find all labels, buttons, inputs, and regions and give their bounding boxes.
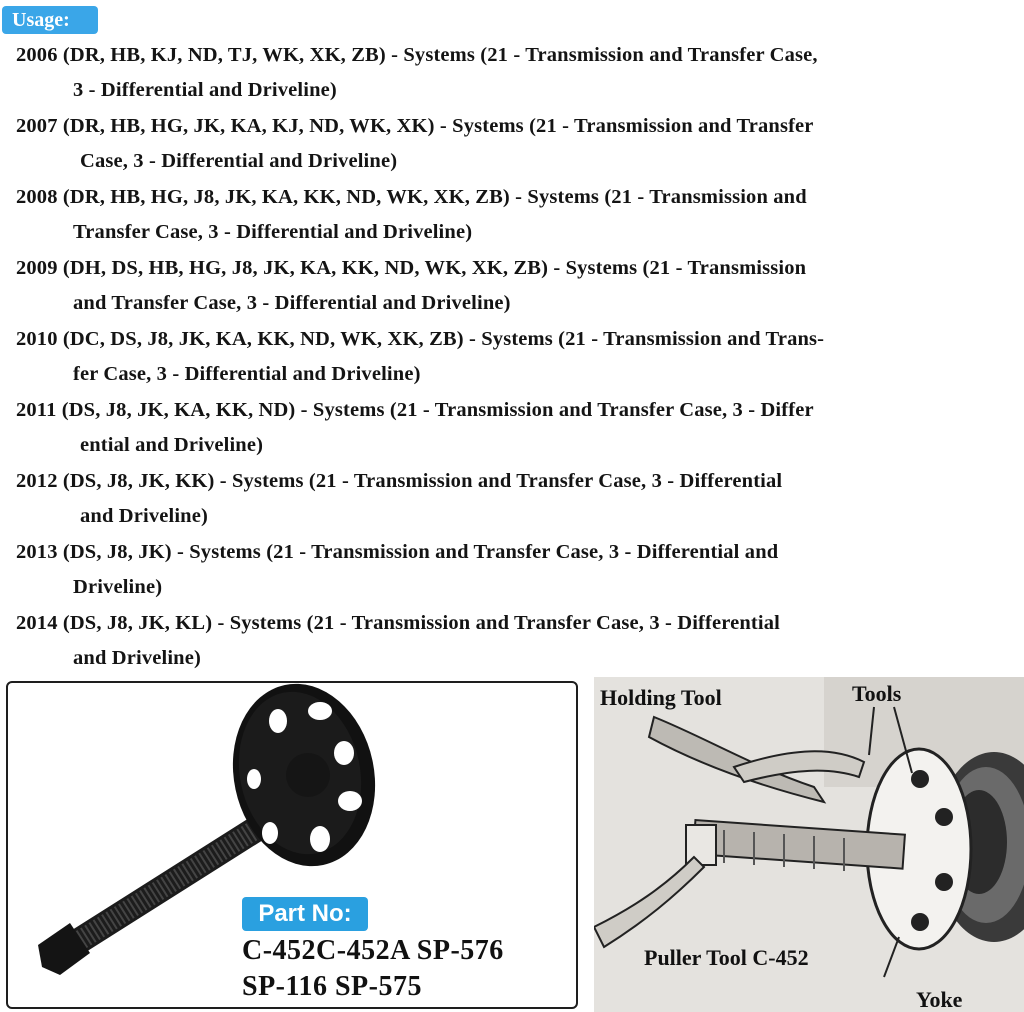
usage-entry-line1: 2006 (DR, HB, KJ, ND, TJ, WK, XK, ZB) - Systems (21 - Transmission and Transfer Case, bbox=[16, 44, 818, 66]
usage-entry-2012 bbox=[16, 464, 1016, 534]
usage-badge: Usage: bbox=[2, 6, 98, 34]
usage-entry-line2: and Driveline) bbox=[80, 505, 208, 527]
usage-entry-line1: 2009 (DH, DS, HB, HG, J8, JK, KA, KK, ND, WK, XK, ZB) - Systems (21 - Transmission bbox=[16, 257, 807, 279]
usage-entry-2007 bbox=[16, 109, 1016, 179]
usage-entry-line2: 3 - Differential and Driveline) bbox=[73, 79, 337, 101]
usage-entry-line1: 2012 (DS, J8, JK, KK) - Systems (21 - Transmission and Transfer Case, 3 - Differential bbox=[16, 470, 783, 492]
usage-entry-line2: Transfer Case, 3 - Differential and Driveline) bbox=[73, 221, 473, 243]
label-puller-tool: Puller Tool C-452 bbox=[644, 945, 809, 970]
usage-entry-line2: ential and Driveline) bbox=[80, 434, 264, 456]
usage-entry-2010 bbox=[16, 322, 1016, 392]
usage-entry-line1: 2014 (DS, J8, JK, KL) - Systems (21 - Transmission and Transfer Case, 3 - Differential bbox=[16, 612, 780, 634]
product-panel bbox=[6, 681, 578, 1009]
label-holding-tool: Holding Tool bbox=[600, 685, 722, 710]
part-number-line-1: C-452C-452A SP-576 bbox=[242, 935, 504, 966]
diagram-panel bbox=[594, 677, 1024, 1012]
usage-entry-2013 bbox=[16, 535, 1016, 605]
usage-entry-line2: fer Case, 3 - Differential and Driveline) bbox=[73, 363, 421, 385]
label-yoke: Yoke bbox=[916, 987, 963, 1012]
usage-entry-line2: Case, 3 - Differential and Driveline) bbox=[80, 150, 398, 172]
usage-entry-line2: Driveline) bbox=[73, 576, 163, 598]
usage-entry-2014 bbox=[16, 606, 1016, 676]
usage-entry-2011 bbox=[16, 393, 1016, 463]
usage-entry-line1: 2010 (DC, DS, J8, JK, KA, KK, ND, WK, XK, ZB) - Systems (21 - Transmission and Trans- bbox=[16, 328, 825, 350]
usage-entry-line1: 2007 (DR, HB, HG, JK, KA, KJ, ND, WK, XK) - Systems (21 - Transmission and Transfer bbox=[16, 115, 814, 137]
usage-entry-2008 bbox=[16, 180, 1016, 250]
partno-badge: Part No: bbox=[242, 897, 368, 931]
usage-entry-line1: 2008 (DR, HB, HG, J8, JK, KA, KK, ND, WK, XK, ZB) - Systems (21 - Transmission and bbox=[16, 186, 807, 208]
usage-entry-line2: and Driveline) bbox=[73, 647, 201, 669]
usage-entry-2009 bbox=[16, 251, 1016, 321]
usage-entry-line1: 2013 (DS, J8, JK) - Systems (21 - Transmission and Transfer Case, 3 - Differential and bbox=[16, 541, 779, 563]
usage-entry-line2: and Transfer Case, 3 - Differential and Driveline) bbox=[73, 292, 511, 314]
label-tools: Tools bbox=[852, 681, 902, 706]
part-number-line-2: SP-116 SP-575 bbox=[242, 971, 422, 1002]
usage-entry-line1: 2011 (DS, J8, JK, KA, KK, ND) - Systems (21 - Transmission and Transfer Case, 3 - Differ bbox=[16, 399, 814, 421]
usage-entry-2006 bbox=[16, 38, 1016, 108]
